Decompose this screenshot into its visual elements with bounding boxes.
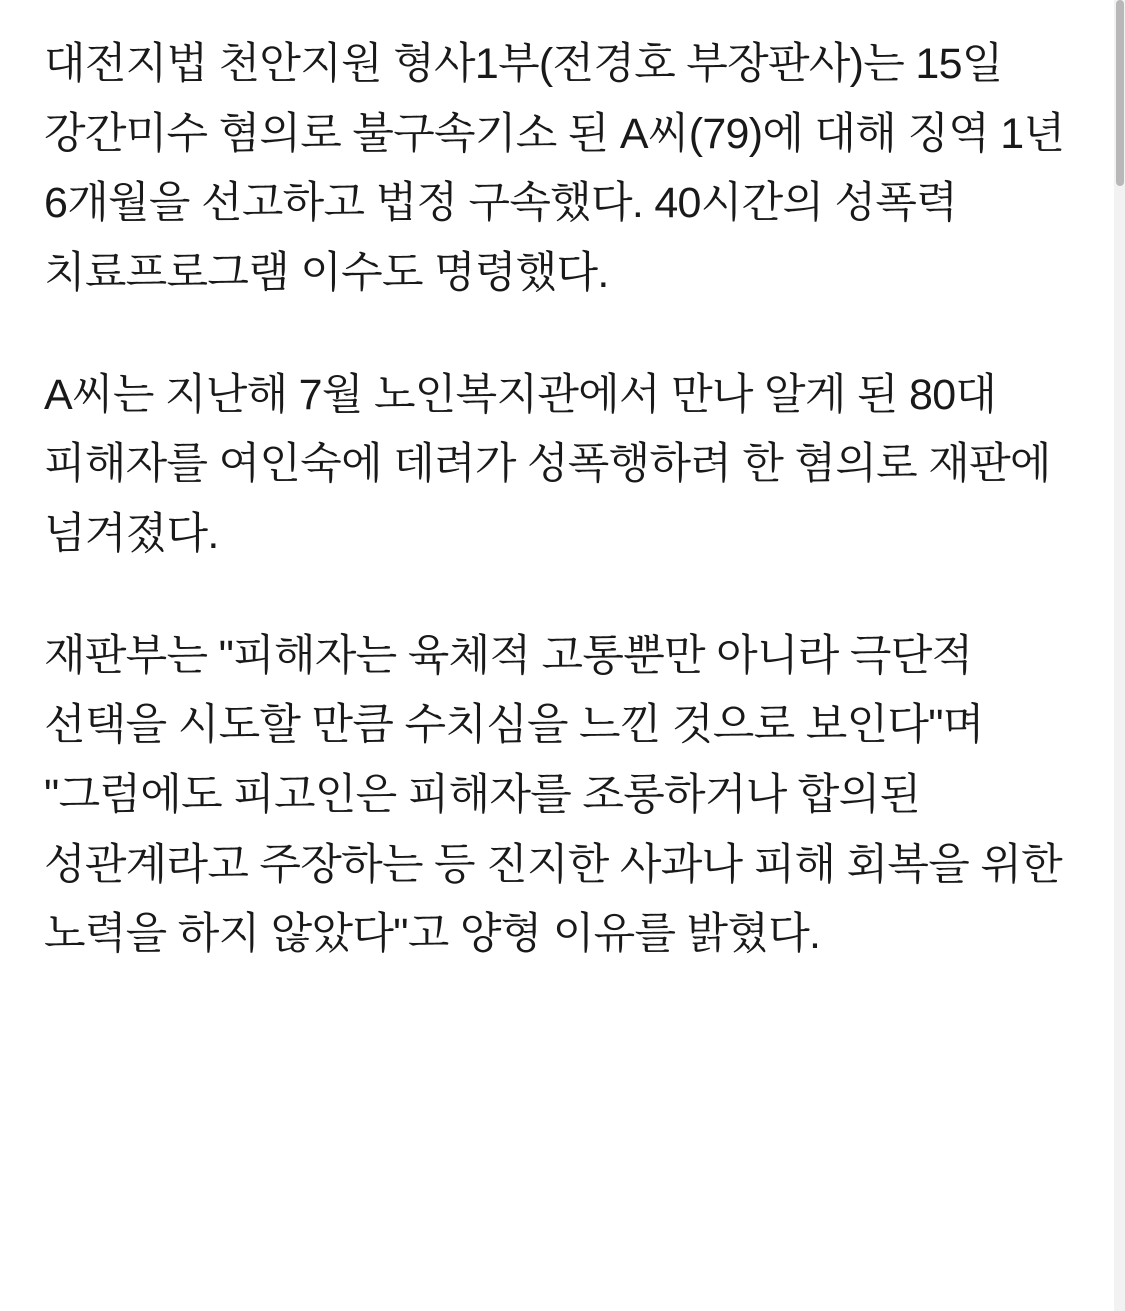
article-paragraph-2: A씨는 지난해 7월 노인복지관에서 만나 알게 된 80대 피해자를 여인숙에 데려가 성폭행하려 한 혐의로 재판에 넘겨졌다.: [44, 370, 1051, 558]
article-paragraph-1: 대전지법 천안지원 형사1부(전경호 부장판사)는 15일 강간미수 혐의로 불구속기소 된 A씨(79)에 대해 징역 1년 6개월을 선고하고 법정 구속했다. 40시간의 성폭력 치료프로그램 이수도 명령했다.: [44, 40, 1065, 297]
vertical-scrollbar-track[interactable]: [1114, 0, 1125, 1311]
vertical-scrollbar-thumb[interactable]: [1116, 0, 1124, 186]
article-paragraph-3: 재판부는 "피해자는 육체적 고통뿐만 아니라 극단적 선택을 시도할 만큼 수치심을 느낀 것으로 보인다"며 "그럼에도 피고인은 피해자를 조롱하거나 합의된 성관계라고 주장하는 등 진지한 사과나 피해 회복을 위한 노력을 하지 않았다"고 양형 이유를 밝혔다.: [44, 631, 1063, 959]
